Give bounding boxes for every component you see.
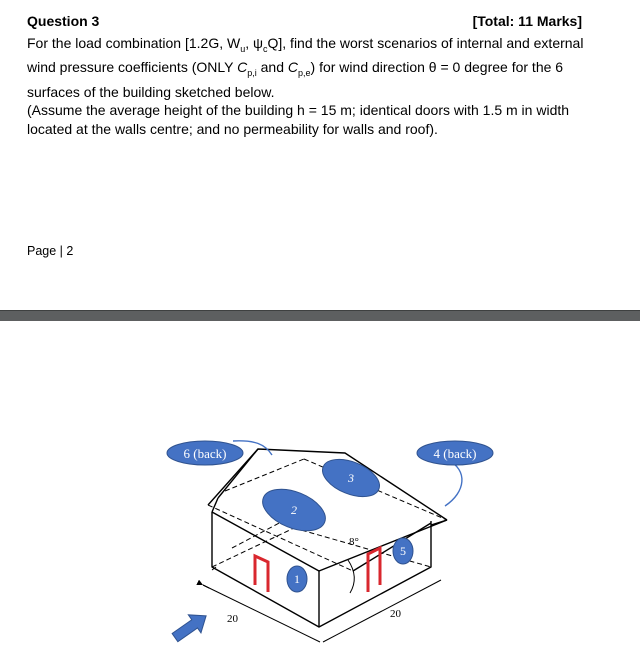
surface-3-label — [317, 452, 385, 504]
question-paragraph-1: For the load combination [1.2G, $W_u$, $\psi_cQ$], find the worst scenarios of internal and external wind pressure coefficients (ONLY $C_{p,i}$ and $C_{p,e}$) for wind direction θ = 0 degree for the 6 surfaces of the building sketched below. — [27, 35, 584, 100]
label-4-back — [417, 441, 493, 465]
label-6-back — [167, 441, 243, 465]
question-paragraph-2: (Assume the average height of the building h = 15 m; identical doors with 1.5 m in width located at the walls centre; and no permeability for walls and roof). — [27, 102, 570, 137]
dim-label-left: 20 — [227, 613, 238, 625]
svg-text:3: 3 — [348, 471, 354, 485]
surface-5-label — [393, 538, 413, 564]
building-sketch — [0, 320, 640, 662]
question-header — [27, 13, 582, 33]
door-right — [368, 548, 380, 592]
door-left — [255, 556, 268, 592]
svg-text:1: 1 — [294, 572, 300, 586]
svg-text:5: 5 — [400, 544, 406, 558]
dimension-lines — [203, 560, 441, 642]
roof-angle-label: 8° — [349, 536, 359, 548]
wind-arrow-icon — [169, 607, 213, 647]
leader-4-back — [445, 460, 462, 506]
question-marks: [Total: 11 Marks] — [472, 13, 582, 29]
svg-text:2: 2 — [291, 503, 297, 517]
svg-text:4 (back): 4 (back) — [433, 446, 477, 461]
svg-text:6 (back): 6 (back) — [183, 446, 227, 461]
question-body — [27, 34, 587, 138]
question-title: Question 3 — [27, 13, 100, 29]
page-number: Page | 2 — [27, 244, 74, 258]
dim-label-right: 20 — [390, 608, 401, 620]
surface-2-label — [257, 481, 332, 539]
surface-1-label — [287, 566, 307, 592]
building-figure — [0, 320, 640, 662]
